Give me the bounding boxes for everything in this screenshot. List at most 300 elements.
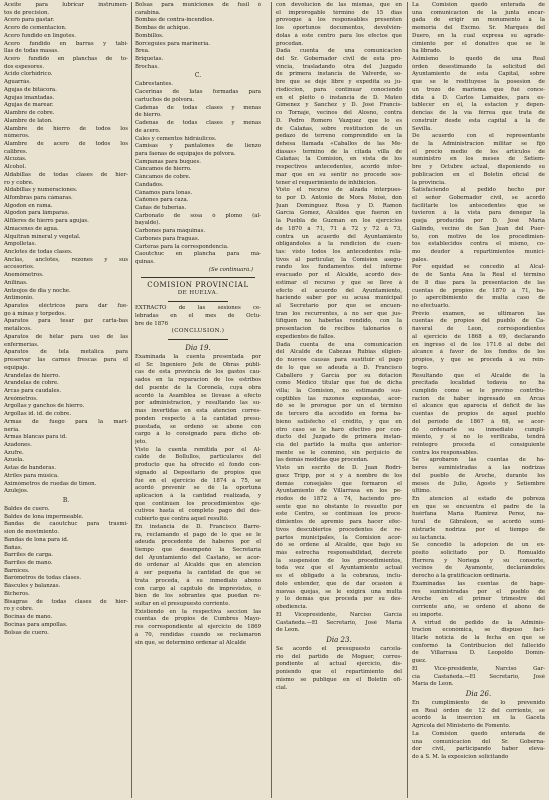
text-line: Dada cuenta de una comunicacion (276, 341, 402, 348)
text-line: Algodon para lámparas. (4, 210, 70, 217)
text-line: dencias de la vía férrea que trata de (412, 110, 545, 117)
text-line: Aparatos para tesar gar carta-bas (4, 318, 128, 325)
text-line: Examinada la cuenta presentada por (135, 354, 261, 361)
text-line: Campanas para buques. (135, 158, 201, 165)
text-line: la provincia. (412, 179, 446, 186)
text-line: Arandelas de hierro. (4, 372, 60, 379)
text-line: Carbones para fraguas. (135, 235, 200, 242)
text-line: tos de precision. (4, 9, 50, 16)
text-line: Aroche en el primer trimestre del (412, 596, 545, 603)
text-line: el improrogable término de 15 días (276, 9, 402, 16)
text-line: calibres. (4, 148, 28, 155)
text-line: bre y Octubre actual, disponiendo su (412, 164, 545, 171)
text-line: Baldes de cuero. (4, 506, 50, 512)
text-line: de Calañas, sobre restitucion de un (276, 125, 402, 132)
text-line: A virtud de pedido de la Adminis- (412, 619, 545, 626)
text-line: Bañas. (4, 544, 23, 551)
text-line: Bisagras de todas clases de hier- (4, 598, 128, 605)
text-line: Aceite para lubricar instrumen- (4, 2, 128, 8)
text-line: Agujas imantadas. (4, 94, 55, 101)
text-line: dehesa llamada «Caballos de las Me- (276, 140, 402, 147)
text-line: tuvieron á la vista para denegar la (412, 210, 545, 217)
text-line: enfermerías. (4, 341, 39, 348)
text-line: Herrera y Noriega y su consorte, (412, 557, 545, 564)
text-line: Aldabillas y numeraciones. (4, 187, 78, 194)
text-line: evacuado por el Alcalde, acordó des- (276, 272, 402, 279)
text-line: Brea. (135, 48, 150, 55)
text-line: Briquetas. (135, 56, 164, 63)
text-line: último. (412, 488, 432, 495)
text-line: acordó la Asamblea se llevase á efecto (135, 392, 261, 399)
text-line: dolo entender, que de dar ocasion á (276, 580, 402, 587)
text-line: calde de Bollullos, particulares del (135, 454, 261, 461)
text-line: reintegro proceda el consiguiente (412, 441, 545, 448)
text-line: cutivos hasta el completo pago del des- (135, 508, 261, 515)
text-line: dor civil, participando haber eleva- (412, 746, 545, 753)
text-line: la suspension de los procedimientos, (276, 557, 402, 564)
text-line: Alcohol. (4, 164, 27, 171)
text-line: equipaje. (4, 364, 30, 371)
text-line: Por equidad se concedió al Alcal- (412, 264, 545, 271)
text-line: mas invertidas en esta atencion corres- (135, 408, 261, 415)
text-line: Duero, en la cual expresa su agrade- (412, 32, 545, 39)
text-line: acordó la insercion en la Gaceta (412, 715, 545, 722)
text-line: mo deudor á repartimientos munici- (412, 249, 545, 255)
text-line: Caoutchuc en plancha para má- (135, 251, 261, 258)
text-line: metálicos. (4, 326, 32, 333)
text-line: tablecer en él, la estacion y depen- (412, 102, 545, 109)
text-line: ra, reclamando el pago de lo que se le (135, 531, 261, 538)
text-line: del Sr. Gobernador civil de esta pro- (276, 56, 402, 63)
text-line: Camisas y pantalones de lienzo (135, 143, 261, 150)
text-line: Alambre de laton. (4, 117, 53, 124)
text-line: tivos al particular, la Comision asegu- (276, 256, 402, 263)
text-line: poniendo que el repartimiento del (276, 669, 402, 676)
text-line: en Real órden de 12 del corriente, se (412, 707, 545, 714)
text-line: gada de erigir un monumento á la (412, 17, 545, 24)
text-line: Aldabillas de todas clases de hier- (4, 171, 128, 178)
text-line: pósito solicitado por D. Romualdo (412, 550, 545, 557)
text-line: bayalde). (135, 220, 161, 227)
text-line: Bombillos. (135, 32, 164, 39)
text-line: Acero de cementacion. (4, 25, 67, 32)
text-line: ducto del Juzgado de primera instan- (276, 434, 402, 441)
text-line: obligándoles á la rendicion de cuen- (276, 241, 402, 248)
text-line: EXTRACTO de las sesiones ce- (135, 305, 261, 312)
text-line: obediencia. (276, 604, 308, 611)
text-line: Borceguíes para marinería. (135, 40, 210, 47)
text-line: rio del partido de Moguer, corres- (276, 653, 402, 660)
text-line: Arcas para caudales. (4, 387, 62, 394)
text-line: beres suministradas á las nodrizas (412, 465, 545, 472)
text-line: Aparatos de tela metálica para (4, 349, 128, 356)
text-line: del pueblo de Aroche, durante los (412, 472, 545, 479)
column-rule (407, 2, 408, 798)
text-line: nería. (4, 426, 20, 433)
text-line: cial. (276, 684, 288, 691)
text-line: conformó la Contribucion del fallecido (412, 642, 545, 649)
text-line: el Sr. Ingeniero Jefe de Obras públi- (135, 361, 261, 368)
text-line: precitada localidad todavía no ha (412, 380, 545, 387)
text-line: Anclotes de todas clases. (4, 249, 73, 255)
text-line: Barómetros de todas clases. (4, 575, 82, 582)
text-line: Alambre de cobre. (4, 110, 55, 117)
session-date: Dia 19. (185, 344, 211, 353)
continuation-note: (Se continuará.) (208, 266, 253, 273)
text-line: bien de los sobrantes que puedan re- (135, 593, 261, 600)
text-line: del puente de la Coronela, cuya obra (135, 384, 261, 391)
text-line: la Puebla de Guzman en los ejercicios (276, 218, 402, 225)
text-line: cimiento por el donativo que se le (412, 40, 545, 47)
text-line: tivos descubiertos procedentes de re- (276, 526, 402, 533)
text-line: publicacion en el Boletín oficial de (412, 171, 545, 178)
section-letter: B. (62, 497, 70, 504)
text-line: una comunicacion de la junta encar- (412, 9, 545, 16)
text-line: números. (4, 133, 30, 140)
text-line: diasas» termino de la citada villa de (276, 148, 402, 155)
text-line: risdiccion, para continuar conociendo (276, 86, 402, 93)
text-line: corriente año, se ordenó el abono de (412, 604, 545, 611)
column-3 (276, 2, 402, 798)
text-line: Visto la cuenta remitida por el Al- (135, 446, 261, 453)
text-line: Bolsas para municiones de fusil ó (135, 2, 261, 8)
text-line: tracion económica, se dispuso faci- (412, 627, 545, 634)
text-line: Cañas de tuberías. (135, 204, 187, 211)
text-line: Argollas id. id. de cobre. (4, 411, 72, 418)
text-line: jeto. (135, 438, 147, 445)
text-line: Cadenas de todas clases y menas (135, 120, 261, 127)
text-line: su importe. (412, 611, 444, 618)
text-line: cargo á lo consignado para dicho ob- (135, 431, 261, 438)
text-line: mismo se publique en el Boletin ofi- (276, 676, 402, 683)
text-line: Sevilla. (412, 125, 433, 132)
text-line: dó se le prorogue por un el término (276, 403, 402, 410)
text-line: expedientes de fallos. (276, 333, 336, 340)
text-line: Acero para gastar. (4, 17, 55, 24)
text-line: sados en la reparacion de los estribos (135, 377, 261, 384)
text-line: sultar en el presupuesto corriente. (135, 601, 230, 608)
text-line: carabina. (135, 9, 161, 16)
text-line: go á minas y torpedos. (4, 310, 66, 317)
text-line: Báscules y balanzas. (4, 583, 61, 590)
text-line: el alcance que aparecía el déficit de las (412, 403, 545, 410)
text-line: Argollas y ganchos de hierro. (4, 403, 85, 410)
text-line: trata proceda, á su inmediato abono (135, 577, 261, 584)
text-line: cas de esta provincia de los gastos cau- (135, 369, 261, 376)
text-line: de hierro. (135, 112, 162, 119)
session-date: Dia 26. (465, 689, 492, 698)
text-line: ríodos de 1872 á 74, haciendo pre- (276, 496, 402, 502)
text-line: de lo que se adeuda á D. Francisco (276, 364, 402, 371)
text-line: meses de Julio, Agosto y Setiembre (412, 480, 545, 487)
text-line: las demás medidas que procedan. (276, 457, 369, 464)
text-line: con devolucion de las mismas, que en (276, 2, 402, 8)
text-line: como Médico titular que fué de dicha (276, 380, 402, 387)
text-line: sente que no obstante lo resuelto por (276, 503, 402, 510)
column-4 (412, 2, 545, 798)
session-date: Dia 23. (326, 635, 352, 644)
text-line: Agrícola del Ministerio de Fomento. (412, 723, 511, 730)
text-line: tran los recurrentes, á no ser que jus- (276, 310, 402, 317)
text-line: pondiente al actual ejercicio, dis- (276, 661, 402, 668)
text-line: pedazo de terreno comprendido en la (276, 133, 402, 140)
text-line: Se concedió la adopcion de un ex- (412, 542, 545, 549)
text-line: sin que, se determinó ordenar al Alcalde (135, 639, 247, 646)
text-line: un trozo de marisma que fué conce- (412, 86, 545, 93)
text-line: Cabrestantes. (135, 81, 174, 88)
text-line: Anclas, anclotes, rezones y sus (4, 256, 128, 263)
text-line: contra los responsables. (412, 449, 479, 456)
text-line: propios, y que se proceda á su rein- (412, 357, 545, 364)
text-line: derecho á la gratificacion ordinaria. (412, 573, 511, 580)
text-line: de Leon. (276, 627, 300, 634)
text-line: ha librado. (412, 48, 442, 55)
text-line: Aparatos de hélar para uso de las (4, 333, 128, 340)
text-line: ro y cobre. (4, 606, 34, 613)
section-subheading: (CONCLUSION.) (171, 328, 225, 335)
text-line: otro caso se le haró efectivo por con- (276, 426, 402, 433)
text-line: tas: visto todos los antecedentes rela- (276, 249, 402, 255)
text-line: acordó prevenir se dé la oportuna (135, 485, 261, 492)
text-line: Azulejos. (4, 488, 29, 495)
text-line: dó se ordene al Alcalde, que bajo su (276, 542, 402, 549)
text-line: para faenas de equipajes de pólvora. (135, 150, 236, 157)
text-line: rando los fundamentos del informe (276, 264, 402, 271)
text-line: Caballero y García por su dotacion (276, 372, 402, 379)
text-line: fué en el ejercicio de 1874 á 75, se (135, 477, 261, 484)
text-line: quinas. (135, 259, 155, 265)
text-line: dó ordenarle su inmediato cumpli- (412, 426, 545, 433)
text-line: Satisfaciendo al pedido hecho por (412, 187, 545, 194)
text-line: Se acordó el presupuesto carcela- (276, 645, 402, 652)
text-line: de de Santa Ana la Real el término (412, 272, 545, 279)
text-line: En atencion al estado de pobreza (412, 496, 545, 502)
text-line: villa; la Comision, no estimando sus- (276, 387, 402, 394)
text-line: Atriles para música. (4, 472, 59, 479)
text-line: Aximómetros de ruedas de timon. (4, 480, 97, 487)
text-line: cía Castañeda.—El Secretario, José (412, 673, 545, 680)
text-line: huérfana María Ramirez Perez, na- (412, 511, 545, 518)
text-line: Arandelas de cobre. (4, 380, 59, 387)
text-line: efecto el acuerdo del Ayuntamiento, (276, 287, 402, 294)
text-line: del Alcalde de Cabezas Rubias eligien- (276, 349, 402, 356)
text-line: tural de Gibraleon, se acordó sumi- (412, 519, 545, 526)
text-line: Bombas de contra-incendios. (135, 17, 215, 24)
text-line: Ampolletas. (4, 241, 37, 248)
text-line: En cumplimiento de lo prevenido (412, 699, 545, 706)
text-line: cuentas de propios de aquel pueblo (412, 411, 545, 418)
text-line: sion de movimiento. (4, 529, 59, 536)
text-line: de Villarrasa D. Leopoldo Domín- (412, 650, 545, 657)
text-line: to por D. Antonio de Mora Moisé, don (276, 194, 402, 201)
text-line: presentacion de recibos talonarios ó (276, 326, 402, 333)
text-line: Alcuzas. (4, 156, 27, 163)
text-line: en el pleito ó instancia de D. Mateo (276, 94, 402, 101)
text-line: Acero fundido en lingotes. (4, 32, 76, 39)
text-line: Bandas de lona para id. (4, 536, 69, 543)
text-line: estimar el recurso y que se lleve á (276, 279, 402, 286)
text-line: por administracion, y resultando las su- (135, 400, 261, 407)
section-letter: C. (194, 72, 202, 80)
text-line: que se le restituyese la posesion de (412, 79, 545, 86)
text-line: dó ordenar al Alcalde que en atencion (135, 562, 261, 569)
text-line: el precio medio de los artículos de (412, 148, 545, 155)
text-line: de la Administracion militar se fijó (412, 140, 545, 147)
text-line: guez. (412, 658, 427, 665)
text-line: Bombas de achique. (135, 25, 191, 32)
text-line: á ser pequeña la cantidad de que se (135, 570, 261, 577)
text-line: La Comision quedó enterada de (412, 2, 545, 8)
text-line: ponden respecto á la cantidad presu- (135, 415, 261, 422)
text-line: Aparatos eléctricos para dar fue- (4, 303, 128, 310)
text-line: órden desestimando la solicitud del (412, 63, 545, 70)
text-line: lebradas en el mes de Octu- (135, 312, 261, 319)
text-line: haciendo saber por su acusa municipal (276, 295, 402, 302)
text-line: tifiquen no haberlas rendido, con la (276, 318, 402, 325)
text-line: Bandas de caoutchuc para trasmi- (4, 521, 128, 528)
text-line: ro y cobre. (4, 179, 34, 186)
text-line: Gimenez y Sanchez y D. José Francis- (276, 102, 402, 109)
column-2 (135, 2, 261, 798)
text-line: en que se encuentra el padre de la (412, 503, 545, 510)
text-line: queja producida por D. José María (412, 218, 545, 225)
text-line: to, con motivo de los procedimien- (412, 233, 545, 240)
text-line: ceptibles las razones expuestas, acor- (276, 395, 402, 402)
text-line: co Tornaje, vecinos del Alosno, contra (276, 110, 402, 117)
column-rule (131, 2, 132, 798)
text-line: y lo demás que proceda por su des- (276, 596, 402, 603)
text-line: Prévio examen, se ultimaron las (412, 310, 545, 317)
text-line: Cadenas de todas clases y menas (135, 104, 261, 111)
text-line: Armas blancas para id. (4, 434, 67, 441)
text-line: producto que ha ofrecido el fondo con- (135, 462, 261, 469)
text-line: al Secretario por que se encuen- (276, 303, 402, 310)
text-line: Agujas de marear. (4, 102, 54, 109)
text-line: á 70, rendidas cuando se reclamaron (135, 631, 261, 638)
text-line: Acero fundido en barras y tabi- (4, 40, 128, 47)
text-line: contra un acuerdo del Ayuntamiento (276, 233, 402, 240)
text-line: Armas de fuego para la mari- (4, 418, 128, 425)
text-line: Baldes de lona impermeable. (4, 513, 84, 520)
text-line: de 8 días para la presentacion de las (412, 279, 545, 286)
text-line: vincia, trasladando otra del Juzgado (276, 63, 402, 70)
text-line: Resultando que el Alcalde de la (412, 372, 545, 379)
text-line: do nuevos causas para sustituir el pago (276, 357, 402, 364)
text-line: facilitarle los antecedentes que se (412, 202, 545, 209)
text-line: Dada cuenta de una comunicacion (276, 48, 402, 55)
text-line: cuentas de propios del pueblo de Ca- (412, 318, 545, 325)
text-line: preservar las carnes frescas para el (4, 357, 128, 364)
text-line: Se aprobaron las cuentas de ha- (412, 457, 545, 464)
column-1 (4, 2, 128, 798)
text-line: al ejercicio de 1868 á 69, declarando (412, 333, 545, 340)
text-line: Azufre. (4, 449, 24, 456)
text-line: El Vicepresidente, Narciso García (276, 611, 402, 618)
text-line: Bicheros. (4, 590, 30, 597)
text-line: Alambre de acero de todos los (4, 140, 128, 147)
text-line: Carbones para máquinas. (135, 228, 206, 235)
text-line: Barriles de carga. (4, 552, 53, 559)
text-line: Alfombras para cámaras. (4, 194, 73, 201)
text-line: adeuda procedente de haberes por el (135, 539, 261, 546)
text-line: miento, y si no lo verificaba, tendrá (412, 434, 545, 441)
text-line: La Comision quedó enterada de (412, 730, 545, 737)
text-line: Brochas. (135, 63, 159, 70)
text-line: cubierto que contra aquel resultó. (135, 516, 229, 523)
text-line: Bocinas de mano. (4, 614, 53, 621)
text-line: mar que en su sentir no procede sos- (276, 171, 402, 178)
text-line: de tercero dia accedido en forma ba- (276, 411, 402, 418)
text-line: bieno satisfecho el crédito, y que en (276, 418, 402, 425)
text-line: Juan Domínguez Rosa y D. Ramon (276, 202, 402, 209)
text-line: los oportunos documentos, devolvién- (276, 25, 402, 32)
text-line: que continúen los procedimientos eje- (135, 500, 261, 507)
text-line: dida á D. Carlos Lamaides, para es- (412, 94, 545, 101)
text-line: de acero. (135, 127, 161, 134)
text-line: nuevas quejas, se le exigirá una multa (276, 588, 402, 595)
text-line: Visto un escrito de D. Juan Rodrí- (276, 465, 402, 472)
text-line: partos municipales, la Comision acor- (276, 534, 402, 541)
text-line: Acero fundido en planchas de to- (4, 56, 128, 63)
text-line: tos establecidos contra el mismo, co- (412, 241, 545, 248)
text-line: este Centro, se continuan los proce- (276, 511, 402, 518)
text-line: Anilinas. (4, 279, 28, 286)
text-line: bre que se deje libre y expedita su ju- (276, 79, 402, 86)
column-rule (271, 2, 272, 798)
text-line: suministro en los meses de Setiem- (412, 156, 545, 163)
text-line: cuentas de propios de 1870 á 71, ba- (412, 287, 545, 294)
text-line: Carteras para la correspondencia. (135, 243, 229, 250)
text-line: Cáncamos de hierro. (135, 166, 192, 173)
text-line: Ayuntamiento de esta Capital, sobre (412, 71, 545, 78)
divider (168, 339, 228, 340)
text-line: Agujas de bitácora. (4, 86, 57, 93)
text-line: guez Tripp, por sí y á nombre de los (276, 472, 402, 479)
text-line: más estrecha responsabilidad, decrete (276, 550, 402, 557)
text-line: una comunicacion del Sr. Goberna- (412, 738, 545, 745)
text-line: tener el requerimiento de inhibicion. (276, 179, 377, 186)
text-line: tegro. (412, 364, 429, 371)
section-heading: COMISION PROVINCIAL (147, 281, 249, 290)
text-line: Bocinas para ampollas. (4, 621, 68, 628)
text-line: del período de 1867 á 68, se acor- (412, 418, 545, 425)
text-line: Cales y cementos hidráulicos. (135, 135, 217, 142)
text-line: mente se le conminó, sin perjuicio de (276, 449, 402, 456)
text-line: de primera instancia de Valverde, so- (276, 71, 402, 78)
text-line: del Ayuntamiento del Castaño, se acor- (135, 554, 261, 561)
text-line: Areómetros. (4, 395, 38, 402)
text-line: res correspondiente al ejercicio de 1869 (135, 624, 261, 631)
text-line: Anemómetros. (4, 272, 44, 279)
text-line: cia del partido la multa que anterior- (276, 441, 402, 448)
text-line: Algodon en rama. (4, 202, 53, 209)
text-line: Asimismo lo quedó de una Real (412, 56, 545, 63)
text-line: Ayuntamiento de Villarrasa en los pe- (276, 488, 402, 495)
text-line: dolas á este centro para los efectos que (276, 32, 402, 39)
text-line: Alquitran mineral y vegetal. (4, 233, 81, 240)
text-line: res suministradas por el pueblo de (412, 588, 545, 595)
text-line: Barriles de mano. (4, 560, 53, 567)
text-line: Existiendo en la respectiva seccion las (135, 608, 261, 615)
text-line: con cargo al capítulo de imprevistos, ó (135, 585, 261, 592)
text-line: Almacenes de agua. (4, 225, 59, 232)
text-line: nistrarle nodriza por el tiempo de (412, 526, 545, 533)
text-line: Alambre de hierro de todos los (4, 125, 128, 132)
text-line: dos espesores. (4, 63, 45, 70)
text-line: Alfileres de hierro para agujas. (4, 218, 89, 225)
text-line: do á S. M. la exposicion solicitando (412, 754, 509, 760)
text-line: memoria del Excmo. Sr. Marqués del (412, 25, 545, 32)
